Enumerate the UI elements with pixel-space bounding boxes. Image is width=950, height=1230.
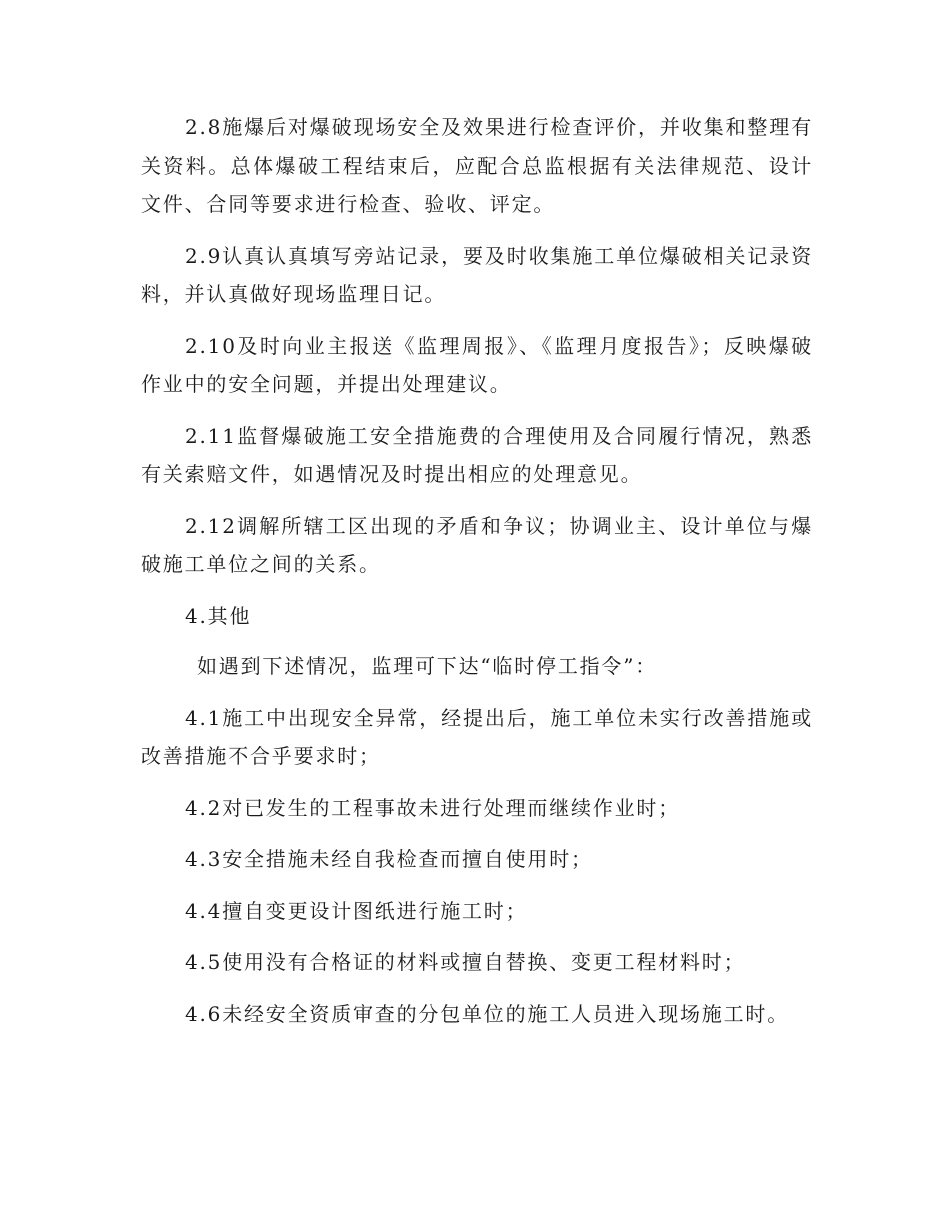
paragraph-4-2: 4.2对已发生的工程事故未进行处理而继续作业时； [185, 795, 681, 820]
paragraph-4-4: 4.4擅自变更设计图纸进行施工时； [185, 898, 528, 923]
paragraph-4-3: 4.3安全措施未经自我检查而擅自使用时； [185, 847, 593, 871]
paragraph-2-8: 2.8施爆后对爆破现场安全及效果进行检查评价，并收集和整理有关资料。总体爆破工程结束后，应配合总监根据有关法律规范、设计文件、合同等要求进行检查、验收、评定。 [141, 115, 813, 216]
paragraph-2-9: 2.9认真认真填写旁站记录，要及时收集施工单位爆破相关记录资料，并认真做好现场监理日记。 [141, 243, 813, 306]
paragraph-2-11: 2.11监督爆破施工安全措施费的合理使用及合同履行情况，熟悉有关索赔文件，如遇情况及时提出相应的处理意见。 [141, 423, 813, 486]
section-heading-4: 4.其他 [185, 603, 252, 628]
paragraph-4-1: 4.1施工中出现安全异常，经提出后，施工单位未实行改善措施或改善措施不合乎要求时； [141, 705, 813, 768]
document-body [141, 108, 813, 1033]
stop-work-intro: 如遇到下述情况，监理可下达“临时停工指令”： [197, 654, 658, 678]
paragraph-4-5: 4.5使用没有合格证的材料或擅自替换、变更工程材料时； [185, 950, 746, 974]
paragraph-2-10: 2.10及时向业主报送《监理周报》、《监理月度报告》；反映爆破作业中的安全问题，并提出处理建议。 [141, 333, 813, 396]
paragraph-2-12: 2.12调解所辖工区出现的矛盾和争议；协调业主、设计单位与爆破施工单位之间的关系。 [141, 513, 813, 576]
paragraph-4-6: 4.6未经安全资质审查的分包单位的施工人员进入现场施工时。 [185, 1001, 790, 1026]
